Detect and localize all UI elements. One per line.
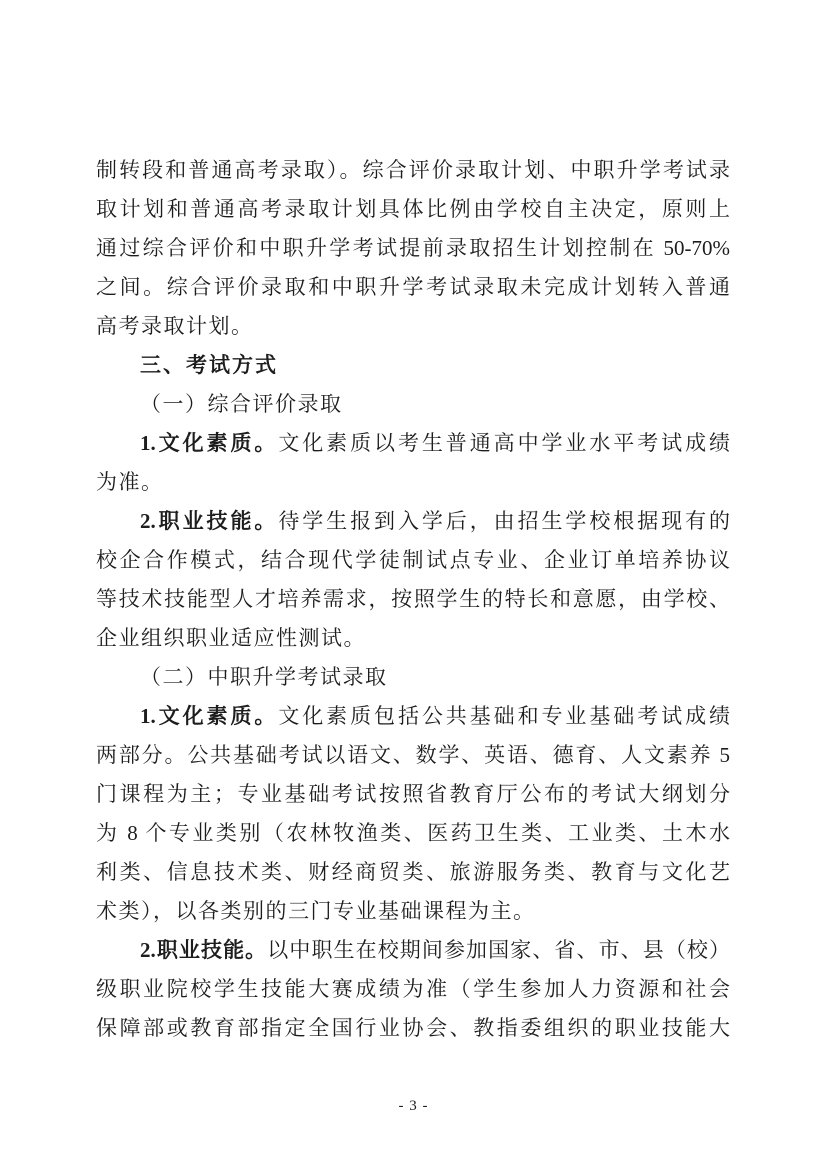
numbered-item-line <box>96 424 730 463</box>
text-line: 两部分。公共基础考试以语文、数学、英语、德育、人文素养 5 <box>96 743 730 767</box>
text-line: 制转段和普通高考录取）。综合评价录取计划、中职升学考试录 <box>96 158 730 182</box>
item-text: 待学生报到入学后，由招生学校根据现有的 <box>278 509 730 533</box>
text-line: 保障部或教育部指定全国行业协会、教指委组织的职业技能大 <box>96 1016 730 1040</box>
text-line: 等技术技能型人才培养需求，按照学生的特长和意愿，由学校、 <box>96 587 730 611</box>
item-number-label: 1.文化素质。 <box>140 431 279 455</box>
text-line: 企业组织职业适应性测试。 <box>96 626 366 650</box>
item-text: 文化素质以考生普通高中学业水平考试成绩 <box>278 431 730 455</box>
text-line: 为准。 <box>96 470 164 494</box>
item-number-label: 1.文化素质。 <box>140 704 279 728</box>
text-line: 级职业院校学生技能大赛成绩为准（学生参加人力资源和社会 <box>96 977 730 1001</box>
text-line: 术类），以各类别的三门专业基础课程为主。 <box>96 899 536 923</box>
document-text-block <box>96 151 730 1048</box>
page-footer <box>0 1097 827 1115</box>
numbered-item-line <box>96 697 730 736</box>
text-line: 通过综合评价和中职升学考试提前录取招生计划控制在 50-70% <box>96 236 730 260</box>
text-line: 高考录取计划。 <box>96 314 254 338</box>
numbered-item-line <box>96 931 730 970</box>
section-heading: 三、考试方式 <box>140 354 278 377</box>
numbered-item-line <box>96 502 730 541</box>
text-line: 为 8 个专业类别（农林牧渔类、医药卫生类、工业类、土木水 <box>96 821 730 845</box>
item-text: 以中职生在校期间参加国家、省、市、县（校） <box>267 938 731 962</box>
item-text: 文化素质包括公共基础和专业基础考试成绩 <box>278 704 730 728</box>
subsection-1-heading: （一）综合评价录取 <box>140 392 343 416</box>
text-line: 之间。综合评价录取和中职升学考试录取未完成计划转入普通 <box>96 275 730 299</box>
text-line: 利类、信息技术类、财经商贸类、旅游服务类、教育与文化艺 <box>96 860 730 884</box>
text-line: 取计划和普通高考录取计划具体比例由学校自主决定，原则上 <box>96 197 730 221</box>
text-line: 门课程为主；专业基础考试按照省教育厅公布的考试大纲划分 <box>96 782 730 806</box>
subsection-2-heading: （二）中职升学考试录取 <box>140 665 388 689</box>
item-number-label: 2.职业技能。 <box>140 938 268 962</box>
item-number-label: 2.职业技能。 <box>140 509 279 533</box>
page-number: - 3 - <box>398 1098 429 1114</box>
text-line: 校企合作模式，结合现代学徒制试点专业、企业订单培养协议 <box>96 548 730 572</box>
